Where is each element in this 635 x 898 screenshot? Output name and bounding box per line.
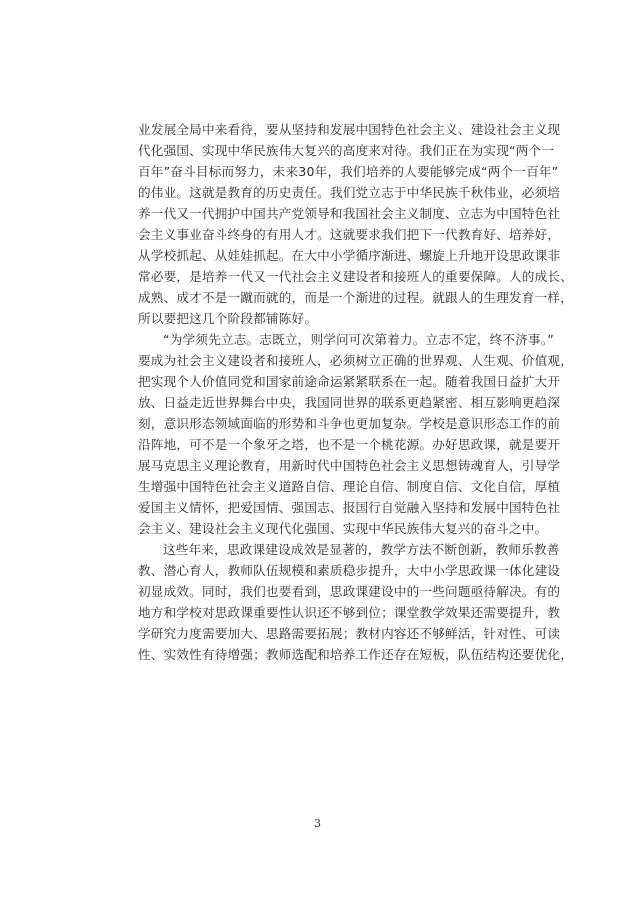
- text-line: 这些年来，思政课建设成效是显著的，教学方法不断创新，教师乐教善: [163, 542, 560, 557]
- text-line: 放、日益走近世界舞台中央，我国同世界的联系更趋紧密、相互影响更趋深: [138, 395, 561, 410]
- text-line: 业发展全局中来看待，要从坚持和发展中国特色社会主义、建设社会主义现: [138, 122, 561, 137]
- text-line: 学研究力度需要加大、思路需要拓展；教材内容还不够鲜活，针对性、可读: [138, 626, 561, 641]
- text-line: 代化强国、实现中华民族伟大复兴的高度来对待。我们正在为实现“两个一: [138, 143, 555, 158]
- text-line: 刻，意识形态领域面临的形势和斗争也更加复杂。学校是意识形态工作的前: [138, 416, 561, 431]
- text-line: 教、潜心育人，教师队伍规模和素质稳步提升，大中小学思政课一体化建设: [138, 563, 561, 578]
- text-line: 会主义事业奋斗终身的有用人才。这就要求我们把下一代教育好、培养好，: [138, 227, 561, 242]
- page-number: 3: [314, 817, 321, 830]
- text-line: 爱国主义情怀，把爱国情、强国志、报国行自觉融入坚持和发展中国特色社: [138, 500, 561, 515]
- text-line: 性、实效性有待增强；教师选配和培养工作还存在短板，队伍结构还要优化，: [138, 647, 573, 662]
- text-line: 成熟、成才不是一蹴而就的，而是一个渐进的过程。就跟人的生理发育一样，: [138, 290, 573, 305]
- text-line: 展马克思主义理论教育，用新时代中国特色社会主义思想铸魂育人，引导学: [138, 458, 561, 473]
- text-line: 养一代又一代拥护中国共产党领导和我国社会主义制度、立志为中国特色社: [138, 206, 561, 221]
- text-line: 的伟业。这就是教育的历史责任。我们党立志于中华民族千秋伟业，必须培: [138, 185, 561, 200]
- text-line: 沿阵地，可不是一个象牙之塔，也不是一个桃花源。办好思政课，就是要开: [138, 437, 561, 452]
- text-line: 生增强中国特色社会主义道路自信、理论自信、制度自信、文化自信，厚植: [138, 479, 561, 494]
- text-line: 初显成效。同时，我们也要看到，思政课建设中的一些问题亟待解决。有的: [138, 584, 561, 599]
- text-line: 要成为社会主义建设者和接班人，必须树立正确的世界观、人生观、价值观，: [138, 353, 573, 368]
- text-line: 地方和学校对思政课重要性认识还不够到位；课堂教学效果还需要提升，教: [138, 605, 561, 620]
- text-line: 会主义、建设社会主义现代化强国、实现中华民族伟大复兴的奋斗之中。: [138, 521, 548, 536]
- text-line: 常必要，是培养一代又一代社会主义建设者和接班人的重要保障。人的成长、: [138, 269, 573, 284]
- text-line: 把实现个人价值同党和国家前途命运紧紧联系在一起。随着我国日益扩大开: [138, 374, 561, 389]
- text-line: 从学校抓起、从娃娃抓起。在大中小学循序渐进、螺旋上升地开设思政课非: [138, 248, 561, 263]
- text-line: 百年”奋斗目标而努力，未来30年，我们培养的人要能够完成“两个一百年”: [138, 164, 559, 179]
- text-line: “为学须先立志。志既立，则学问可次第着力。立志不定，终不济事。”: [163, 332, 554, 347]
- text-line: 所以要把这几个阶段都铺陈好。: [138, 311, 318, 326]
